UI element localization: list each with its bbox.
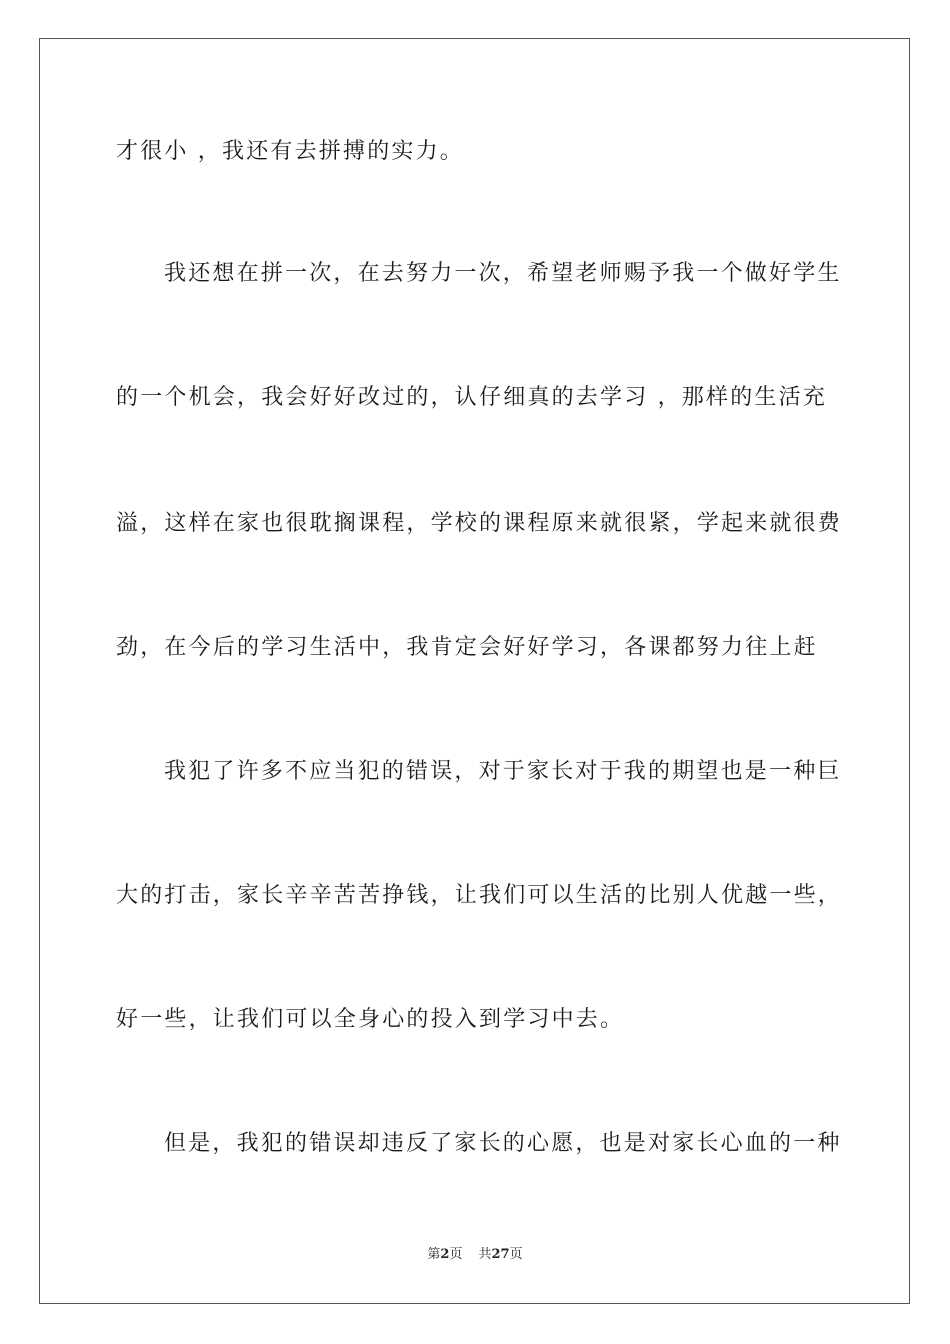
- text-line-3: 的一个机会，我会好好改过的，认仔细真的去学习 ，那样的生活充: [116, 385, 827, 410]
- text-line-6: 我犯了许多不应当犯的错误，对于家长对于我的期望也是一种巨: [164, 759, 842, 784]
- text-line-1: 才很小 ，我还有去拼搏的实力。: [116, 139, 464, 164]
- page-suffix: 页: [449, 1247, 463, 1262]
- page-prefix: 第: [427, 1247, 441, 1262]
- page-number: 2: [440, 1247, 450, 1262]
- total-suffix: 页: [509, 1247, 523, 1262]
- text-line-7: 大的打击，家长辛辛苦苦挣钱，让我们可以生活的比别人优越一些，: [116, 883, 843, 908]
- page-footer: [0, 1247, 950, 1263]
- total-prefix: 共: [478, 1247, 492, 1262]
- text-line-8: 好一些，让我们可以全身心的投入到学习中去。: [116, 1007, 625, 1032]
- text-line-5: 劲，在今后的学习生活中，我肯定会好好学习，各课都努力往上赶: [116, 635, 818, 660]
- text-line-9: 但是，我犯的错误却违反了家长的心愿，也是对家长心血的一种: [164, 1131, 842, 1156]
- text-line-2: 我还想在拼一次，在去努力一次，希望老师赐予我一个做好学生: [164, 261, 842, 286]
- text-line-4: 溢，这样在家也很耽搁课程，学校的课程原来就很紧，学起来就很费: [116, 511, 843, 536]
- page-border: [39, 38, 910, 1304]
- total-pages: 27: [491, 1247, 510, 1262]
